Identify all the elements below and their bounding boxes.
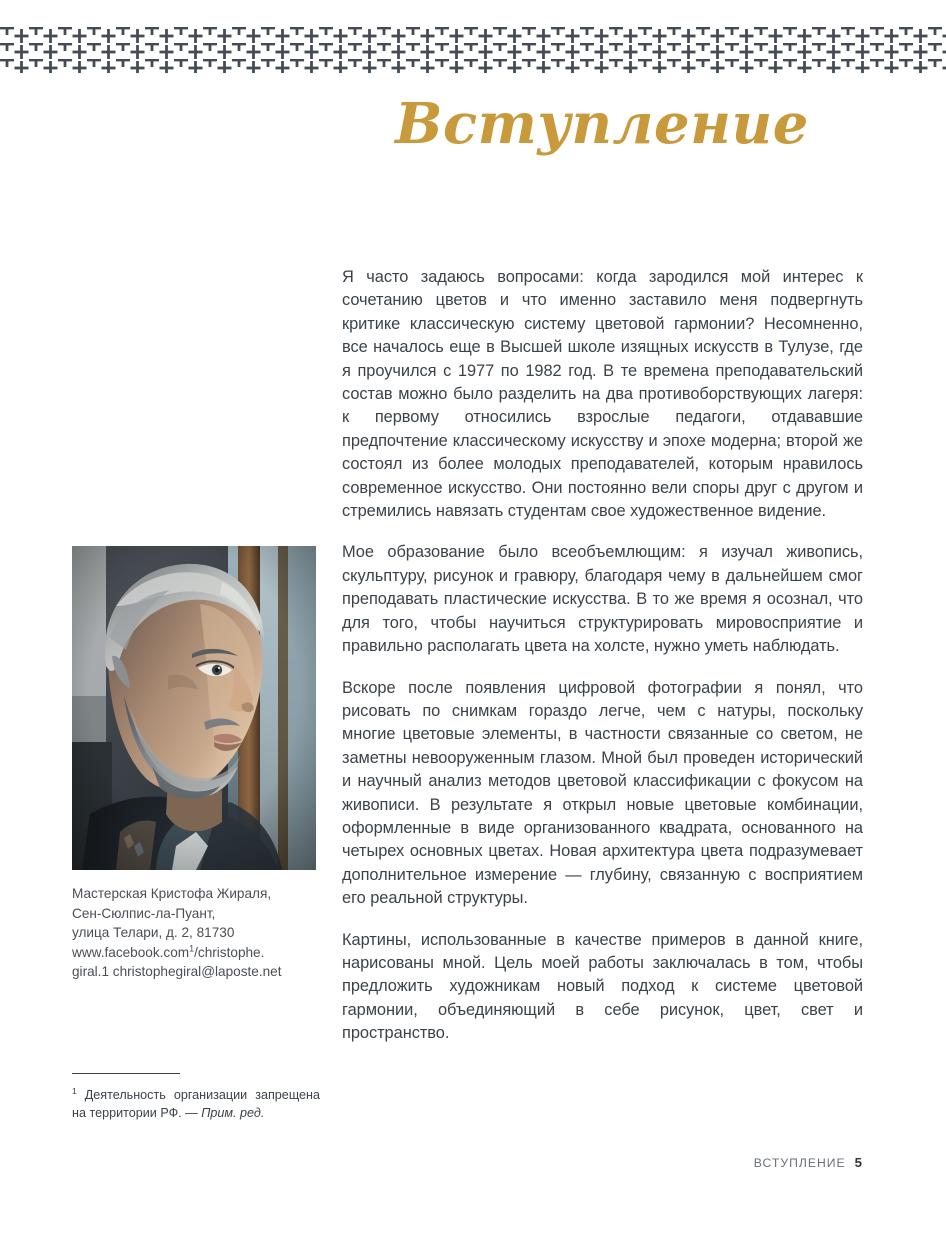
- page-title: Вступление: [395, 91, 809, 157]
- caption-url: www.facebook.com: [72, 944, 190, 960]
- footnote-marker: 1: [72, 1085, 77, 1096]
- caption-line-2: Сен-Сюлпис-ла-Пуант,: [72, 905, 216, 921]
- footnote-divider: [72, 1073, 180, 1074]
- footnote-text: Деятельность организации запрещена на территории РФ. —: [72, 1088, 320, 1121]
- caption-line-3: улица Телари, д. 2, 81730: [72, 925, 235, 941]
- footnote-marker-ref: 1: [189, 943, 195, 954]
- caption-line-5: giral.1 christophegiral@laposte.net: [72, 964, 282, 980]
- footnote-editor-note: Прим. ред.: [201, 1106, 265, 1121]
- paragraph: Мое образование было всеобъемлющим: я изучал живопись, скульптуру, рисунок и гравюру, благодаря чему в дальнейшем смог преподавать пластические искусства. В то же время я осознал, что для того, чтобы научиться структурировать мировосприятие и правильно располагать цвета на холсте, нужно уметь наблюдать.: [342, 543, 863, 656]
- body-text-column: [342, 266, 863, 1046]
- footnote: [72, 1086, 320, 1123]
- paragraph: Я часто задаюсь вопросами: когда зародился мой интерес к сочетанию цветов и что именно заставило меня подвергнуть критике классическую систему цветовой гармонии? Несомненно, все началось еще в Высшей школе изящных искусств в Тулузе, где я проучился с 1977 по 1982 год. В те времена преподавательский состав можно было разделить на два противоборствующих лагеря: к первому относились взрослые педагоги, отдававшие предпочтение классическому искусству и эпохе модерна; второй же состоял из более молодых преподавателей, которым нравилось современное искусство. Они постоянно вели споры друг с другом и стремились навязать студентам свое художественное видение.: [342, 268, 863, 521]
- page-footer: [754, 1155, 862, 1170]
- caption-line-1: Мастерская Кристофа Жираля,: [72, 886, 272, 901]
- caption-url-tail: /christophe.: [194, 944, 265, 960]
- portrait-photo: [72, 546, 316, 870]
- paragraph: Вскоре после появления цифровой фотографии я понял, что рисовать по снимкам гораздо легче, чем с натуры, поскольку многие цветовые элементы, в частности связанные со светом, не заметны невооруженным глазом. Мной был проведен исторический и научный анализ методов цветовой классификации с фокусом на живописи. В результате я открыл новые цветовые комбинации, оформленные в виде организованного квадрата, основанного на четырех основных цветах. Новая архитектура цвета подразумевает дополнительное измерение — глубину, связанную с восприятием его реальной структуры.: [342, 678, 863, 908]
- paragraph: Картины, использованные в качестве примеров в данной книге, нарисованы мной. Цель моей работы заключалась в том, чтобы предложить художникам новый подход к системе цветовой гармонии, объединяющий в себе рисунок, цвет, свет и пространство.: [342, 930, 863, 1043]
- caption-line-4: [72, 943, 322, 963]
- photo-caption: [72, 884, 322, 982]
- cross-pattern-border: [0, 27, 946, 73]
- footer-section-name: ВСТУПЛЕНИЕ: [753, 1156, 846, 1170]
- page-number: 5: [854, 1155, 862, 1170]
